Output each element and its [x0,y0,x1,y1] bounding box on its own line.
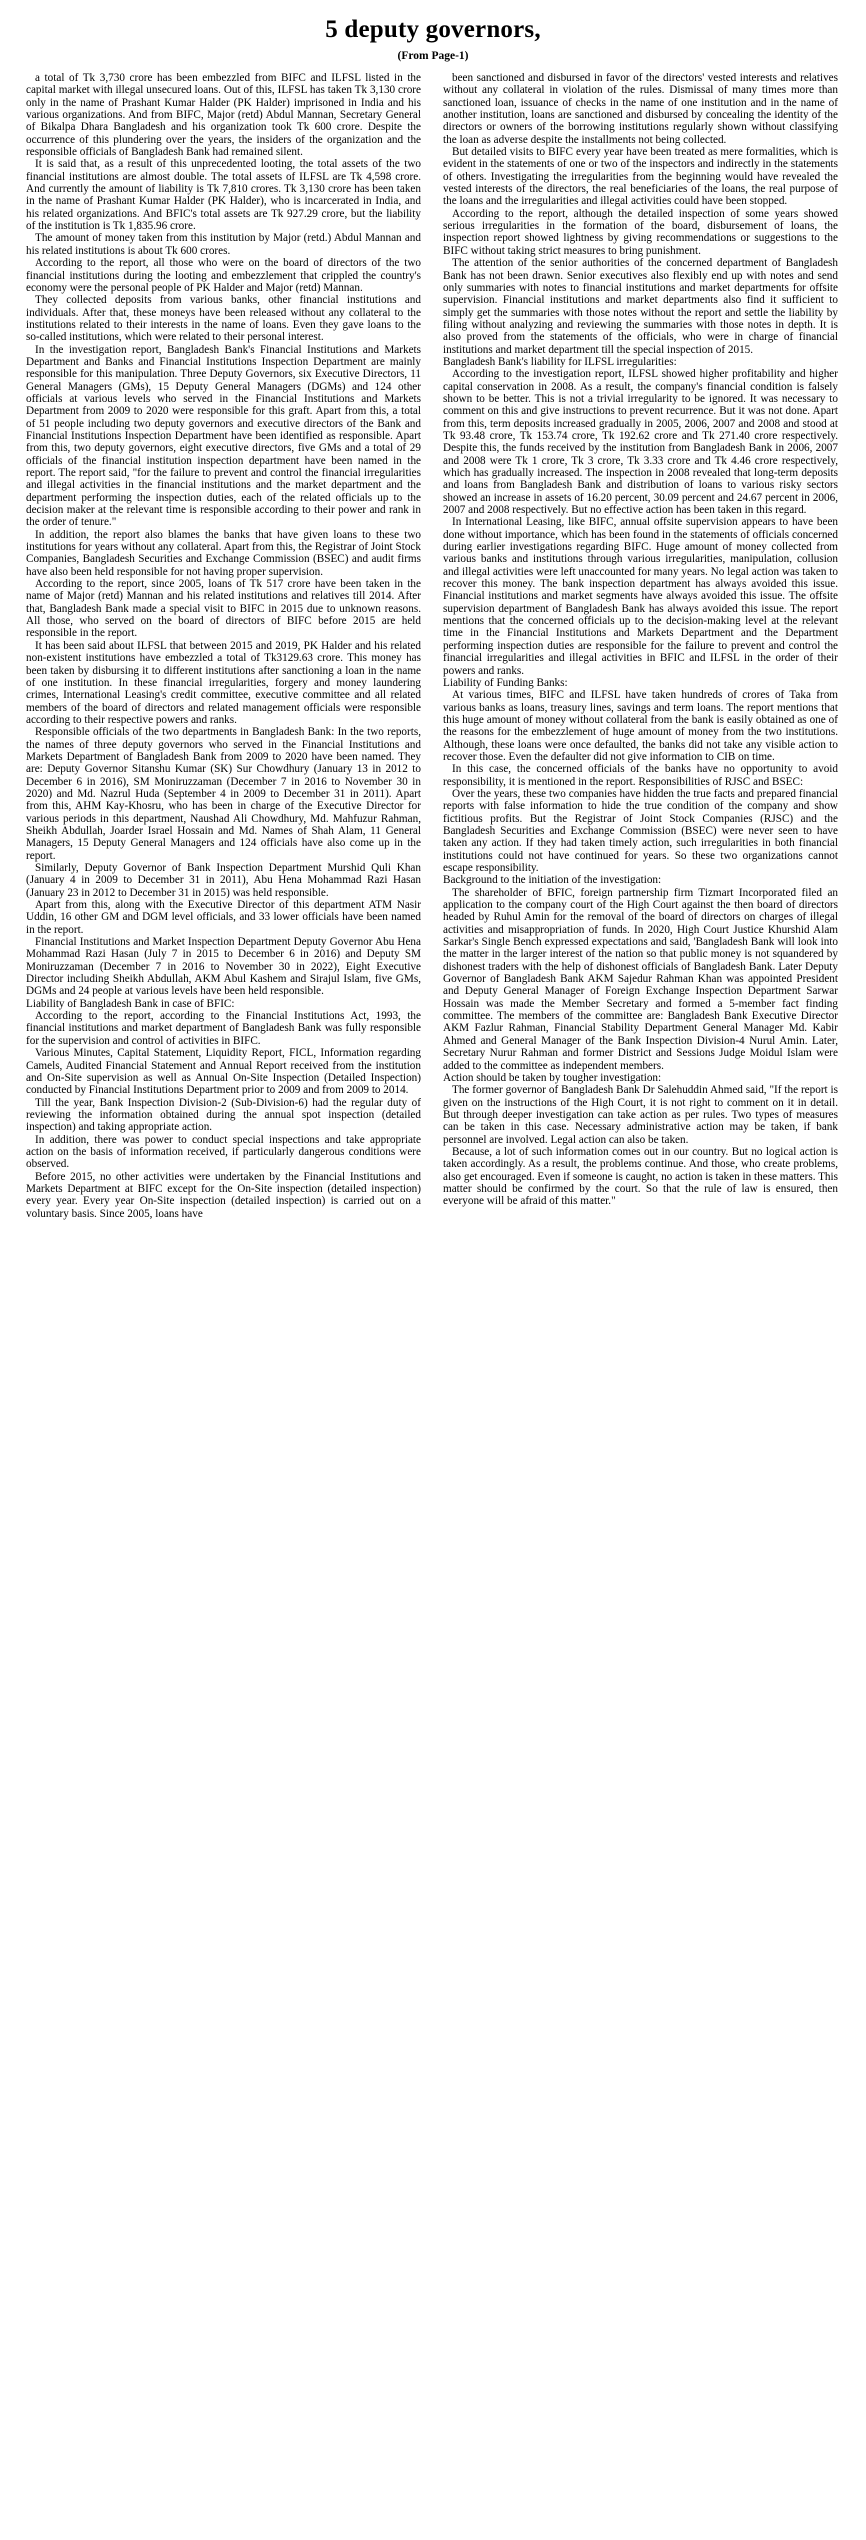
article-paragraph: In International Leasing, like BIFC, annual offsite supervision appears to have been done without importance, which has been found in the statements of officials concerned during earlier investigations regarding BIFC. Huge amount of money collected from various banks and institutions through various irregularities, manipulation, collusion and illegal activities were left unaccounted for many years. No legal action was taken to recover this money. The bank inspection department has always avoided this issue. Financial institutions and market segments have always avoided this issue. The offsite supervision department of Bangladesh Bank has always avoided this issue. The report mentions that the concerned officials up to the decision-making level at the relevant time in the Financial Institutions and Markets Department and the Department performing inspection duties are responsible for the failure to prevent and control the financial irregularities and illegal activities in BFIC and ILFSL in the order of their powers and ranks. [443,516,838,677]
article-paragraph: At various times, BIFC and ILFSL have taken hundreds of crores of Taka from various banks as loans, treasury lines, savings and term loans. The report mentions that this huge amount of money without collateral from the bank is easily obtained as one of the reasons for the embezzlement of huge amount of money from the two institutions. Although, these loans were once defaulted, the banks did not take any visible action to recover those. Even the defaulter did not give information to CIB on time. [443,689,838,763]
section-subheading: Liability of Funding Banks: [443,676,568,689]
article-paragraph: In the investigation report, Bangladesh Bank's Financial Institutions and Markets Department and Banks and Financial Institutions Inspection Department are mainly responsible for this manipulation. Three Deputy Governors, six Executive Directors, 11 General Managers (GMs), 15 Deputy General Managers (DGMs) and 124 other officials at various levels who served in the Financial Institutions and Markets Department from 2009 to 2020 were responsible for this graft. Apart from this, a total of 51 people including two deputy governors and executive directors of the Bank and Financial Institutions Inspection Department have been identified as responsible. Apart from this, two deputy governors, eight executive directors, five GMs and a total of 29 officials of the financial institution inspection department have been named in the report. The report said, "for the failure to prevent and control the financial irregularities and illegal activities in the financial institutions and the market department and the department performing the inspection duties, each of the related officials up to the decision maker at the relevant time is responsible according to their power and rank in the order of tenure." [26,343,421,529]
article-paragraph: a total of Tk 3,730 crore has been embezzled from BIFC and ILFSL listed in the capital market with illegal unsecured loans. Out of this, ILFSL has taken Tk 3,130 crore only in the name of Prashant Kumar Halder (PK Halder) imprisoned in India and his various organizations. And from BIFC, Major (retd) Abdul Mannan, Secretary General of Bikalpa Dhara Bangladesh and his organization took Tk 600 crore. Despite the occurrence of this plundering over the years, the insiders of the organization and the responsible officials of Bangladesh Bank had remained silent. [26,72,421,159]
article-paragraph: Various Minutes, Capital Statement, Liquidity Report, FICL, Information regarding Camels, Audited Financial Statement and Annual Report received from the institution and On-Site supervision as well as Annual On-Site Inspection (Detailed Inspection) conducted by Financial Institutions Department prior to 2009 and from 2009 to 2014. [26,1047,421,1097]
article-paragraph: Before 2015, no other activities were undertaken by the Financial Institutions and Markets Department at BIFC except for the On-Site inspection (detailed inspection) every year. Every year On-Site inspection (detailed inspection) is carried out on a voluntary basis. Since 2005, loans have [26,1170,421,1220]
article-paragraph: It is said that, as a result of this unprecedented looting, the total assets of the two financial institutions are almost double. The total assets of ILFSL are Tk 4,598 crore. And currently the amount of liability is Tk 7,810 crores. Tk 3,130 crore has been taken in the name of Prashant Kumar Halder (PK Halder), who is incarcerated in India, and his related organizations. And BFIC's total assets are Tk 927.29 crore, but the liability of the institution is Tk 1,835.96 crore. [26,158,421,233]
article-paragraph: According to the report, all those who were on the board of directors of the two financial institutions during the looting and embezzlement that crippled the country's economy were the personal people of PK Halder and Major (retd) Mannan. [26,257,421,294]
article-paragraph: It has been said about ILFSL that between 2015 and 2019, PK Halder and his related non-existent institutions have embezzled a total of Tk3129.63 crore. This money has been taken by disbursing it to different institutions after sanctioning a loan in the name of one institution. In these financial irregularities, forgery and money laundering crimes, International Leasing's credit committee, executive committee and all related members of the board of directors and related management officials were responsible according to their respective powers and ranks. [26,639,421,726]
article-paragraph: According to the report, since 2005, loans of Tk 517 crore have been taken in the name of Major (retd) Mannan and his related institutions and relatives till 2014. After that, Bangladesh Bank made a special visit to BIFC in 2015 due to unknown reasons. All those, who served on the board of directors of BIFC before 2015 are held responsible in the report. [26,578,421,640]
article-paragraph: Similarly, Deputy Governor of Bank Inspection Department Murshid Quli Khan (January 4 in 2009 to December 31 in 2011), Abu Hena Mohammad Razi Hasan (January 23 in 2012 to December 31 in 2015) was held responsible. [26,862,421,899]
article-column-left [26,72,421,1220]
article-paragraph: They collected deposits from various banks, other financial institutions and individuals. After that, these moneys have been released without any collateral to the institutions related to their interests in the name of loans. Even they gave loans to the so-called institutions, which were related to their personal interest. [26,294,421,344]
article-columns [26,72,840,1220]
article-paragraph: Till the year, Bank Inspection Division-2 (Sub-Division-6) had the regular duty of reviewing the information obtained during the annual spot inspection (detailed inspection) and taking appropriate action. [26,1096,421,1134]
article-paragraph: The amount of money taken from this institution by Major (retd.) Abdul Mannan and his related institutions is about Tk 600 crores. [26,232,421,257]
page-title: 5 deputy governors, [325,16,541,43]
section-subheading: Bangladesh Bank's liability for ILFSL irregularities: [443,355,677,368]
section-subheading: Action should be taken by tougher investigation: [443,1071,662,1084]
article-paragraph: In addition, there was power to conduct special inspections and take appropriate action on the basis of information received, if particularly dangerous conditions were observed. [26,1133,421,1171]
article-paragraph: According to the investigation report, ILFSL showed higher profitability and higher capital conservation in 2008. As a result, the company's financial condition is falsely shown to be better. This is not a trivial irregularity to be ignored. It was necessary to comment on this and give instructions to prevent recurrence. But it was not done. Apart from this, term deposits increased gradually in 2005, 2006, 2007 and 2008 and stood at Tk 93.48 crore, Tk 153.74 crore, Tk 192.62 crore and Tk 271.40 crore respectively. Despite this, the funds received by the institution from Bangladesh Bank in 2006, 2007 and 2008 were Tk 1 crore, Tk 3 crore, Tk 3.33 crore and Tk 4.46 crore respectively, which has gradually increased. The inspection in 2008 revealed that long-term deposits and loans from Bangladesh Bank and distribution of loans to various risky sectors showed an increase in assets of 16.20 percent, 30.09 percent and 24.67 percent in 2006, 2007 and 2008 respectively. But no effective action has been taken in this regard. [443,368,838,517]
article-column-right [443,72,838,1208]
article-paragraph: Apart from this, along with the Executive Director of this department ATM Nasir Uddin, 16 other GM and DGM level officials, and 33 lower officials have been named in the report. [26,899,421,936]
article-paragraph: The former governor of Bangladesh Bank Dr Salehuddin Ahmed said, "If the report is given on the instructions of the High Court, it is not right to comment on it in detail. But through deeper investigation can take action as per rules. Two types of measures can be taken in this case. Necessary administrative action may be taken, if bank personnel are involved. Legal action can also be taken. [443,1084,838,1146]
article-paragraph: Responsible officials of the two departments in Bangladesh Bank: In the two reports, the names of three deputy governors who served in the Financial Institutions and Markets Department of Bangladesh Bank from 2009 to 2020 have been named. They are: Deputy Governor Sitanshu Kumar (SK) Sur Chowdhury (January 13 in 2012 to December 6 in 2016), SM Moniruzzaman (December 7 in 2016 to November 30 in 2020) and Md. Nazrul Huda (September 4 in 2009 to December 31 in 2011). Apart from this, AHM Kay-Khosru, who has been in charge of the Executive Director for various periods in this department, Naushad Ali Chowdhury, Md. Mahfuzur Rahman, Sheikh Abdullah, Joarder Israel Hossain and Md. Names of Shah Alam, 11 General Managers, 15 Deputy General Managers and 124 officials have also come up in the report. [26,726,421,862]
article-paragraph: In this case, the concerned officials of the banks have no opportunity to avoid responsibility, it is mentioned in the report. Responsibilities of RJSC and BSEC: [443,763,838,788]
article-paragraph: According to the report, although the detailed inspection of some years showed serious irregularities in the formation of the board, disbursement of loans, the inspection report showed lightness by giving recommendations or suggestions to the BIFC without taking strict measures to bring punishment. [443,207,838,257]
continuation-note: (From Page-1) [397,50,469,62]
article-paragraph: Over the years, these two companies have hidden the true facts and prepared financial reports with false information to hide the true condition of the company and show fictitious profits. But the Registrar of Joint Stock Companies (RJSC) and the Bangladesh Securities and Exchange Commission (BSEC) were never seen to have taken any action. If they had taken timely action, such irregularities in both financial institutions could not have continued for years. So these two organizations cannot escape responsibility. [443,787,838,874]
article-paragraph: Financial Institutions and Market Inspection Department Deputy Governor Abu Hena Mohammad Razi Hasan (July 7 in 2015 to December 6 in 2016) and Deputy SM Moniruzzaman (December 7 in 2016 to November 30 in 2022), Eight Executive Director including Sheikh Abdullah, AKM Abul Kashem and Sirajul Islam, five GMs, DGMs and 24 people at various levels have been held responsible. [26,936,421,998]
article-paragraph: The shareholder of BFIC, foreign partnership firm Tizmart Incorporated filed an application to the company court of the High Court against the then board of directors headed by Ruhul Amin for the removal of the board of directors on charges of illegal activities and misappropriation of funds. In 2020, High Court Justice Khurshid Alam Sarkar's Single Bench expressed expectations and said, 'Bangladesh Bank will look into the matter in the larger interest of the nation so that public money is not squandered by dishonest traders with the help of dishonest officials of Bangladesh Bank. Later Deputy Governor of Bangladesh Bank AKM Sajedur Rahman Khan was appointed President and Deputy General Manager of Foreign Exchange Inspection Department Sarwar Hossain was made the Member Secretary and formed a 5-member fact finding committee. The members of the committee are: Bangladesh Bank Executive Director AKM Fazlur Rahman, Financial Stability Department General Manager Md. Kabir Ahmed and General Manager of the Bank Inspection Division-4 Nurul Amin. Later, Secretary Nurur Rahman and former District and Sessions Judge Moidul Islam were added to the committee as independent members. [443,886,838,1072]
newspaper-page [0,0,866,1240]
article-paragraph: Because, a lot of such information comes out in our country. But no logical action is taken accordingly. As a result, the problems continue. And those, who create problems, also get encouraged. Even if someone is caught, no action is taken in these matters. This matter should be confirmed by the court. So that the rule of law is ensured, then everyone will be afraid of this matter." [443,1145,838,1208]
article-paragraph: been sanctioned and disbursed in favor of the directors' vested interests and relatives without any collateral in violation of the rules. Dismissal of many times more than sanctioned loan, issuance of checks in the name of one institution and in the name of another institution, loans are sanctioned and disbursed by concealing the identity of the directors or owners of the borrowing institutions regularly shown without classifying the loan as adverse despite the installments not being collected. [443,72,838,146]
article-paragraph: According to the report, according to the Financial Institutions Act, 1993, the financial institutions and market department of Bangladesh Bank was fully responsible for the supervision and control of activities in BIFC. [26,1010,421,1047]
article-paragraph: The attention of the senior authorities of the concerned department of Bangladesh Bank has not been drawn. Senior executives also flexibly end up with notes and send only summaries with notes to financial institutions and market departments for offsite supervision. Financial institutions and market departments also find it sufficient to simply get the summaries with those notes without the report and settle the liability by filing without analyzing and reviewing the summaries with those notes in depth. It is also proved from the statements of the officials, who were in charge of financial institutions and market department till the special inspection of 2015. [443,257,838,356]
article-paragraph: In addition, the report also blames the banks that have given loans to these two institutions for years without any collateral. Apart from this, the Registrar of Joint Stock Companies, Bangladesh Securities and Exchange Commission (BSEC) and audit firms have also been held responsible for not having proper supervision. [26,528,421,578]
section-subheading: Liability of Bangladesh Bank in case of BFIC: [26,997,235,1010]
section-subheading: Background to the initiation of the investigation: [443,874,662,887]
article-paragraph: But detailed visits to BIFC every year have been treated as mere formalities, which is evident in the statements of one or two of the inspectors and indirectly in the statements of others. Investigating the irregularities from the beginning would have revealed the vested interests of the directors, the real beneficiaries of the loans, the real purpose of the loans and the irregularities and illegal activities could have been stopped. [443,146,838,208]
